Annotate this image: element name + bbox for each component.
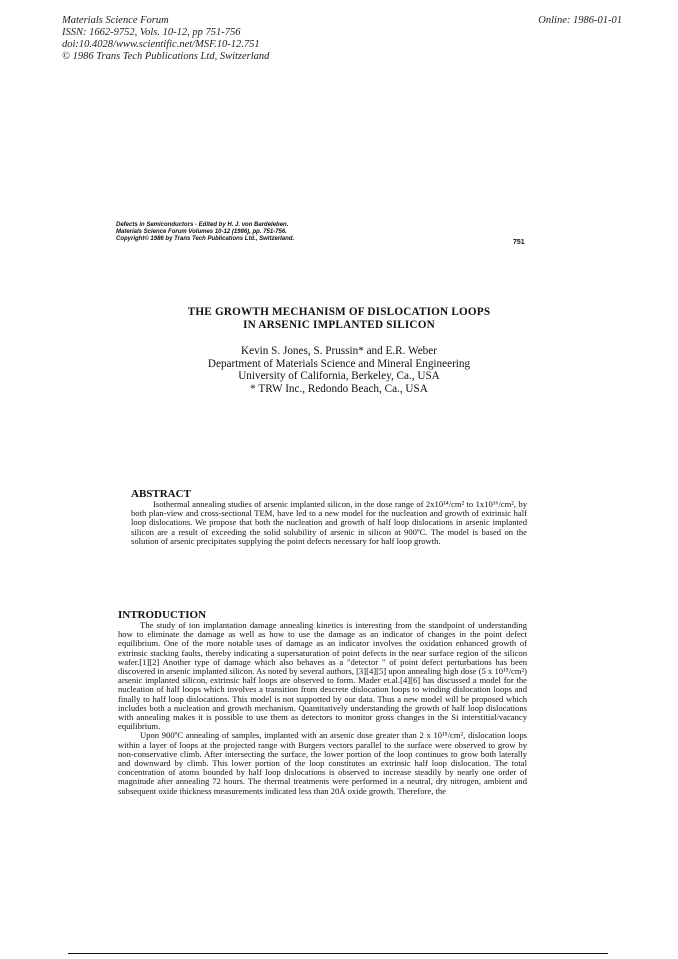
publication-metadata bbox=[62, 15, 269, 63]
introduction-paragraph: Upon 900ºC annealing of samples, implanted with an arsenic dose greater than 2 x 10¹⁵/cm², dislocation loops within a layer of loops at the projected range with Burgers vectors parallel to the surface were observed to grow by non-conservative climb. After intersecting the surface, the lower portion of the loop continues to grow both laterally and downward by climb. This lower portion of the loop constitutes an extrinsic half loop dislocation. The total concentration of atoms bounded by half loop dislocations is observed to increase steadily by nearly one order of magnitude after annealing 72 hours. The thermal treatments were performed in a neutral, dry nitrogen, ambient and subsequent oxide thickness measurements indicated less than 20Å oxide growth. Therefore, the bbox=[118, 730, 527, 796]
book-info bbox=[116, 222, 416, 243]
abstract-body bbox=[131, 500, 527, 546]
abstract-text: Isothermal annealing studies of arsenic implanted silicon, in the dose range of 2x10¹⁴/cm² to 1x10¹⁶/cm², by both plan-view and cross-sectional TEM, have led to a new model for the nucleation and growth of extrinsic half loop dislocations. We propose that both the nucleation and growth of half loop dislocations in arsenic implanted silicon are a result of exceeding the solid solubility of arsenic in silicon at 900ºC. The model is based on the solution of arsenic precipitates supplying the point defects necessary for half loop growth. bbox=[131, 499, 527, 546]
author-block bbox=[100, 345, 578, 395]
author-names: Kevin S. Jones, S. Prussin* and E.R. Weber bbox=[241, 345, 437, 357]
introduction-heading: INTRODUCTION bbox=[118, 609, 207, 621]
doi-line[interactable]: doi:10.4028/www.scientific.net/MSF.10-12.751 bbox=[62, 39, 260, 50]
issn-line: ISSN: 1662-9752, Vols. 10-12, pp 751-756 bbox=[62, 27, 241, 38]
affiliation-line: University of California, Berkeley, Ca., USA bbox=[238, 370, 440, 383]
online-date: Online: 1986-01-01 bbox=[538, 15, 622, 26]
page-number: 751 bbox=[513, 239, 525, 246]
introduction-body bbox=[118, 621, 527, 796]
title-line: IN ARSENIC IMPLANTED SILICON bbox=[243, 318, 435, 331]
title-line: THE GROWTH MECHANISM OF DISLOCATION LOOPS bbox=[187, 306, 491, 318]
abstract-heading: ABSTRACT bbox=[131, 488, 191, 500]
affiliation-line: * TRW Inc., Redondo Beach, Ca., USA bbox=[250, 382, 428, 395]
paper-title bbox=[100, 306, 578, 331]
book-info-line: Copyright© 1986 by Trans Tech Publications Ltd., Switzerland. bbox=[116, 236, 295, 242]
introduction-paragraph: The study of ion implantation damage annealing kinetics is interesting from the standpoint of understanding how to eliminate the damage as well as how to use the damage as an indicator of changes in the point defect equilibrium. One of the more notable uses of damage as an indicator involves the oxidation enhanced growth of extrinsic stacking faults, thereby indicating a supersaturation of point defects in the near surface region of the silicon wafer.[1][2] Another type of damage which also behaves as a "detector " of point defect perturbations has been discovered in arsenic implanted silicon. As noted by several authors, [3][4][5] upon annealing high dose (5 x 10¹⁵/cm²) arsenic implanted silicon, extrinsic half loops are observed to form. Mader et.al.[4][6] has discussed a model for the nucleation of half loops which involves a transition from descrete dislocation loops to winding dislocation loops and finally to half loop dislocations. This model is not supported by our data. Thus a new model will be proposed which includes both a nucleation and growth mechanism. Quantitatively understanding the growth of half loop dislocations with annealing makes it is possible to use them as detectors to monitor gross changes in the Si interstitial/vacancy equilibrium. bbox=[118, 620, 527, 732]
journal-name: Materials Science Forum bbox=[62, 15, 169, 26]
book-info-line: Defects in Semiconductors - Edited by H. J. von Bardeleben. bbox=[116, 222, 289, 228]
footer-rule bbox=[68, 953, 608, 954]
book-info-line: Materials Science Forum Volumes 10-12 (1986), pp. 751-756. bbox=[116, 229, 287, 235]
copyright-line: © 1986 Trans Tech Publications Ltd, Switzerland bbox=[62, 51, 270, 62]
affiliation-line: Department of Materials Science and Mineral Engineering bbox=[207, 357, 471, 370]
